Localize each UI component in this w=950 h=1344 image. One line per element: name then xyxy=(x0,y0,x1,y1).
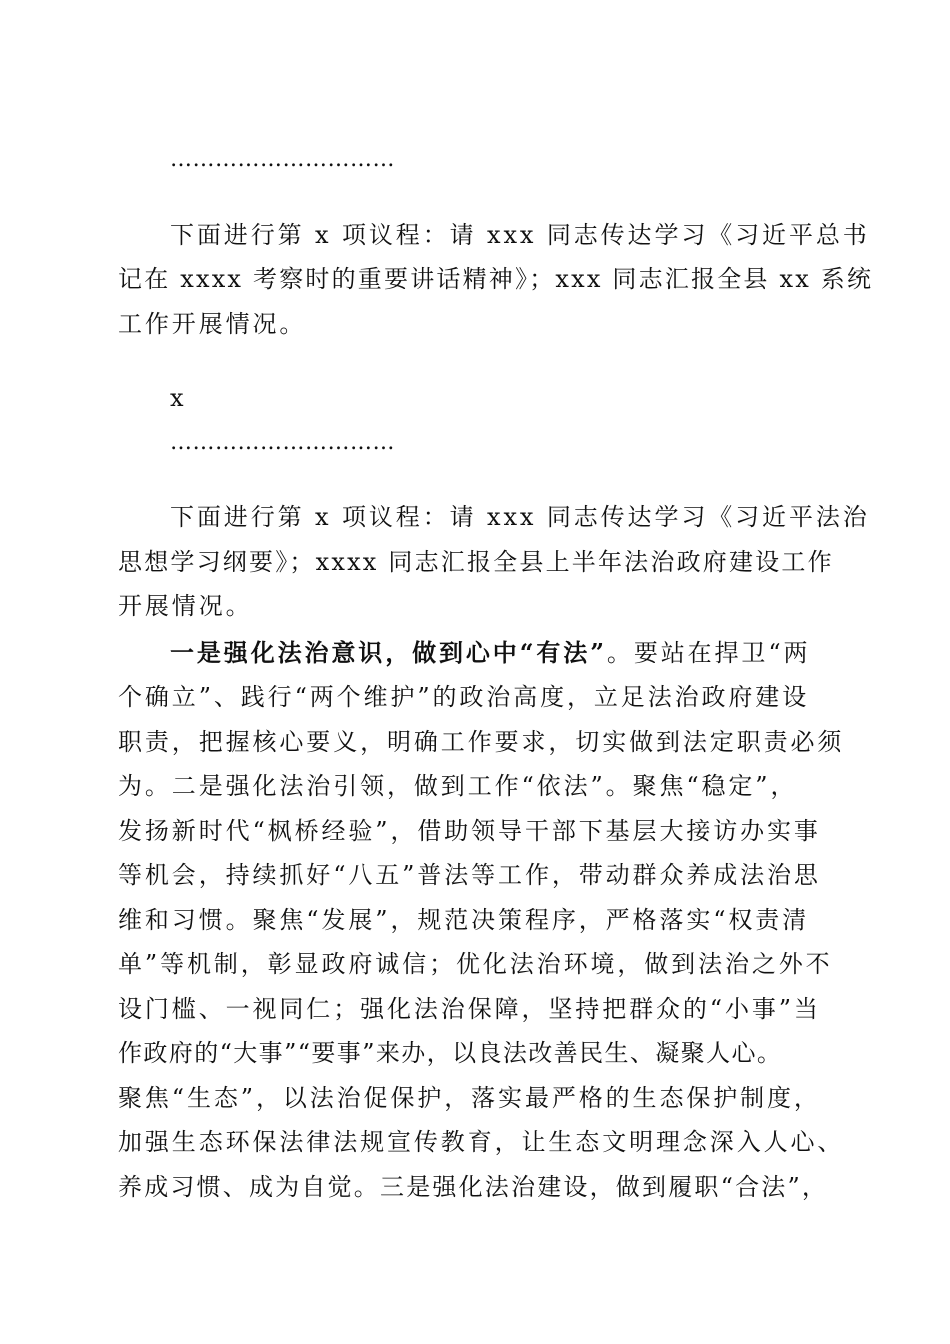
text-line: 单”等机制，彰显政府诚信；优化法治环境，做到法治之外不 xyxy=(118,950,833,978)
bold-heading: 一是强化法治意识，做到心中“有法” xyxy=(170,637,607,667)
text-line: 等机会，持续抓好“八五”普法等工作，带动群众养成法治思 xyxy=(118,861,821,889)
text-span: 。要站在捍卫“两 xyxy=(606,638,811,667)
text-line: 职责，把握核心要义，明确工作要求，切实做到法定职责必须 xyxy=(118,727,845,756)
text-line: 作政府的“大事”“要事”来办，以良法改善民生、凝聚人心。 xyxy=(118,1039,783,1067)
placeholder-line: x xyxy=(170,384,187,412)
text-line: 工作开展情况。 xyxy=(118,309,307,338)
agenda-item-paragraph xyxy=(118,213,874,347)
text-line: 下面进行第 x 项议程：请 xxx 同志传达学习《习近平总书 xyxy=(170,220,870,249)
text-line: 开展情况。 xyxy=(118,592,253,620)
spacer xyxy=(118,183,830,213)
text-line xyxy=(118,631,830,676)
spacer xyxy=(118,465,830,495)
spacer xyxy=(118,346,830,376)
text-line: 记在 xxxx 考察时的重要讲话精神》；xxx 同志汇报全县 xx 系统 xyxy=(118,265,874,293)
body-paragraph xyxy=(118,631,845,1210)
ellipsis-separator: ………………………… xyxy=(170,429,395,455)
ellipsis-separator: ………………………… xyxy=(170,147,395,172)
text-line: 个确立”、践行“两个维护”的政治高度，立足法治政府建设 xyxy=(118,683,810,711)
text-line: 发扬新时代“枫桥经验”，借助领导干部下基层大接访办实事 xyxy=(118,816,821,845)
text-line: 下面进行第 x 项议程：请 xxx 同志传达学习《习近平法治 xyxy=(170,503,870,531)
text-line: 思想学习纲要》；xxxx 同志汇报全县上半年法治政府建设工作 xyxy=(118,547,834,576)
text-line: 养成习惯、成为自觉。三是强化法治建设，做到履职“合法”， xyxy=(118,1172,829,1201)
text-line: 维和习惯。聚焦“发展”，规范决策程序，严格落实“权责清 xyxy=(118,905,810,934)
text-line: 聚焦“生态”，以法治促保护，落实最严格的生态保护制度， xyxy=(118,1083,821,1112)
agenda-item-paragraph xyxy=(118,495,870,629)
text-line: 设门槛、一视同仁；强化法治保障，坚持把群众的“小事”当 xyxy=(118,994,821,1023)
document-page xyxy=(118,138,874,1209)
text-line: 为。二是强化法治引领，做到工作“依法”。聚焦“稳定”， xyxy=(118,772,798,800)
text-line: 加强生态环保法律法规宣传教育，让生态文明理念深入人心、 xyxy=(118,1128,845,1156)
